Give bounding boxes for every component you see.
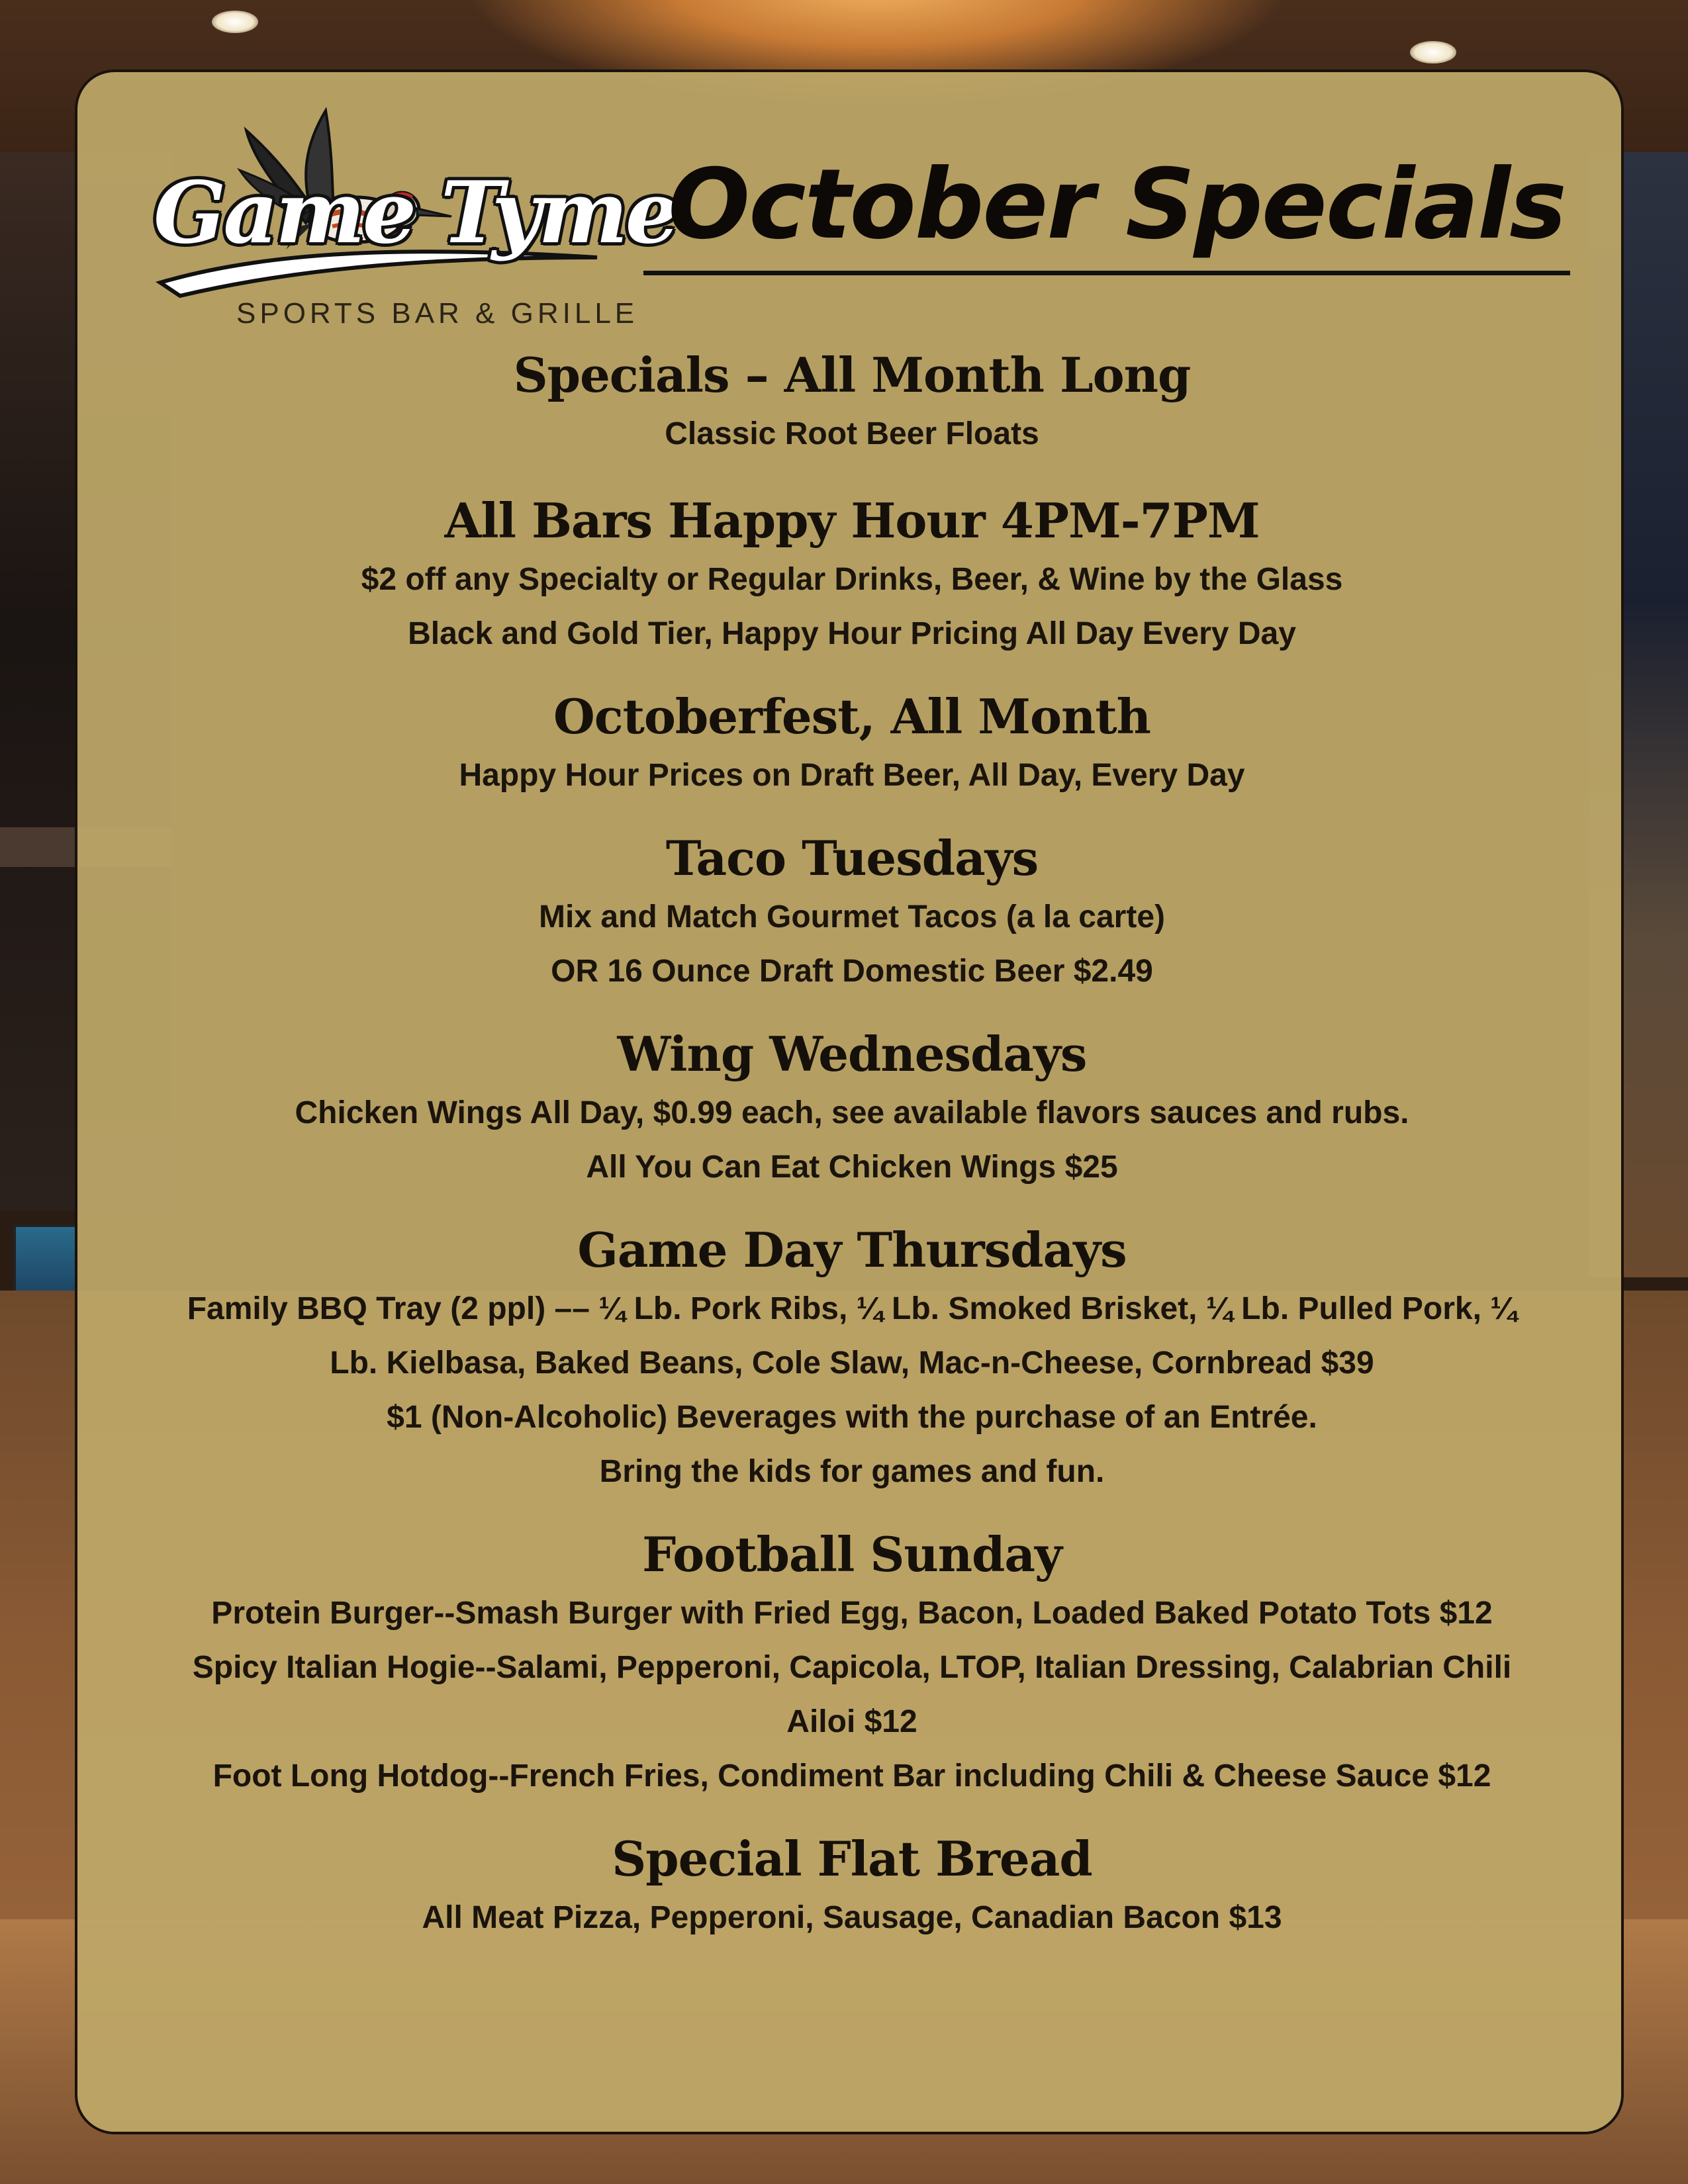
section-line: Family BBQ Tray (2 ppl) –– ¼ Lb. Pork Ribs, ¼ Lb. Smoked Brisket, ¼ Lb. Pulled Pork, ¼ [187, 1291, 1517, 1326]
section-line: $2 off any Specialty or Regular Drinks, Beer, & Wine by the Glass [361, 562, 1343, 597]
section-line: Mix and Match Gourmet Tacos (a la carte) [538, 899, 1165, 934]
ceiling-light [1410, 41, 1456, 64]
section-line: OR 16 Ounce Draft Domestic Beer $2.49 [551, 954, 1153, 989]
section-title: All Bars Happy Hour 4PM-7PM [444, 492, 1260, 549]
section-all-month [77, 343, 1624, 461]
ceiling-light [212, 11, 258, 33]
section-title: Taco Tuesdays [665, 830, 1039, 886]
specials-card [75, 69, 1624, 2134]
section-flat-bread [77, 1827, 1624, 1945]
section-game-day-thursdays [77, 1218, 1624, 1499]
logo-subtitle: SPORTS BAR & GRILLE [236, 297, 639, 330]
section-line: Classic Root Beer Floats [665, 416, 1039, 451]
section-line: $1 (Non-Alcoholic) Beverages with the purchase of an Entrée. [387, 1400, 1317, 1435]
section-line: Protein Burger--Smash Burger with Fried Egg, Bacon, Loaded Baked Potato Tots $12 [211, 1596, 1493, 1631]
section-happy-hour [77, 489, 1624, 661]
title-underline [643, 271, 1570, 275]
section-title: Special Flat Bread [612, 1831, 1092, 1887]
logo-wordmark: Game Tyme [154, 163, 677, 263]
section-title: Specials – All Month Long [513, 347, 1191, 403]
section-line: All You Can Eat Chicken Wings $25 [586, 1150, 1118, 1185]
section-title: Wing Wednesdays [617, 1026, 1087, 1082]
section-line: Black and Gold Tier, Happy Hour Pricing All Day Every Day [408, 616, 1296, 651]
section-title: Game Day Thursdays [577, 1222, 1127, 1278]
gametyme-logo [140, 84, 677, 362]
section-title: Octoberfest, All Month [553, 688, 1150, 745]
section-taco-tuesdays [77, 827, 1624, 999]
section-line: Chicken Wings All Day, $0.99 each, see available flavors sauces and rubs. [295, 1095, 1409, 1130]
specials-list [77, 343, 1624, 1945]
section-line: Spicy Italian Hogie--Salami, Pepperoni, Capicola, LTOP, Italian Dressing, Calabrian Chili [192, 1650, 1512, 1685]
section-octoberfest [77, 685, 1624, 803]
section-line: Happy Hour Prices on Draft Beer, All Day, Every Day [459, 758, 1245, 793]
page-title: October Specials [668, 148, 1566, 261]
section-football-sunday [77, 1523, 1624, 1803]
section-wing-wednesdays [77, 1023, 1624, 1195]
section-line: Foot Long Hotdog--French Fries, Condiment Bar including Chili & Cheese Sauce $12 [212, 1758, 1491, 1794]
section-line: Ailoi $12 [786, 1704, 917, 1739]
section-line: All Meat Pizza, Pepperoni, Sausage, Canadian Bacon $13 [422, 1900, 1282, 1935]
section-title: Football Sunday [642, 1526, 1062, 1582]
section-line: Bring the kids for games and fun. [599, 1454, 1105, 1489]
section-line: Lb. Kielbasa, Baked Beans, Cole Slaw, Mac-n-Cheese, Cornbread $39 [330, 1345, 1374, 1381]
